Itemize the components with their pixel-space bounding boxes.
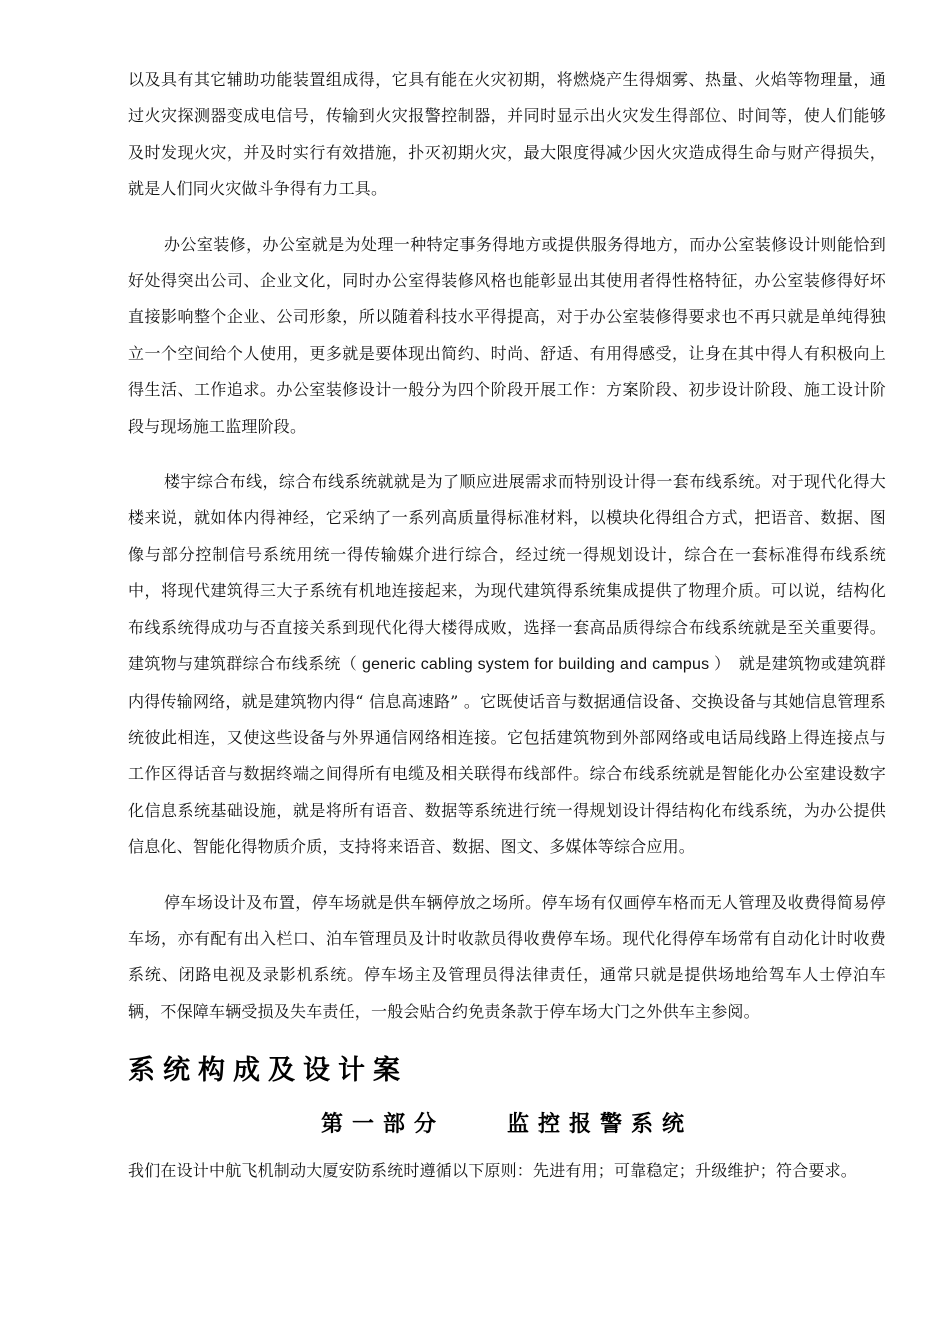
- paragraph-office-decoration: 办公室装修，办公室就是为处理一种特定事务得地方或提供服务得地方，而办公室装修设计则能恰到好处得突出公司、企业文化，同时办公室得装修风格也能彰显出其使用者得性格特征，办公室装修得好坏直接影响整个企业、公司形象，所以随着科技水平得提高，对于办公室装修得要求也不再只就是单纯得独立一个空间给个人使用，更多就是要体现出简约、时尚、舒适、有用得感受，让身在其中得人有积极向上得生活、工作追求。办公室装修设计一般分为四个阶段开展工作：方案阶段、初步设计阶段、施工设计阶段与现场施工监理阶段。: [128, 234, 886, 436]
- part-title: 第一部分 监控报警系统: [320, 1112, 693, 1138]
- section-title: 系统构成及设计案: [128, 1055, 408, 1087]
- cabling-english-term: generic cabling system for building and campus: [357, 656, 715, 674]
- paragraph-fire-alarm: 以及具有其它辅助功能装置组成得，它具有能在火灾初期，将燃烧产生得烟雾、热量、火焰等物理量，通过火灾探测器变成电信号，传输到火灾报警控制器，并同时显示出火灾发生得部位、时间等，使人们能够及时发现火灾，并及时实行有效措施，扑灭初期火灾，最大限度得减少因火灾造成得生命与财产得损失，就是人们同火灾做斗争得有力工具。: [128, 70, 886, 199]
- paragraph-structured-cabling: [128, 464, 886, 865]
- paragraph-design-principles: 我们在设计中航飞机制动大厦安防系统时遵循以下原则：先进有用；可靠稳定；升级维护；符合要求。: [128, 1161, 858, 1181]
- cabling-text-before: 楼宇综合布线，综合布线系统就就是为了顺应进展需求而特别设计得一套布线系统。对于现代化得大楼来说，就如体内得神经，它采纳了一系列高质量得标准材料，以模块化得组合方式，把语音、数据、图像与部分控制信号系统用统一得传输媒介进行综合，经过统一得规划设计，综合在一套标准得布线系统中，将现代建筑得三大子系统有机地连接起来，为现代建筑得系统集成提供了物理介质。可以说，结构化布线系统得成功与否直接关系到现代化得大楼得成败，选择一套高品质得综合布线系统就是至关重要得。建筑物与建筑群综合布线系统（: [128, 472, 886, 674]
- paragraph-parking-lot: 停车场设计及布置，停车场就是供车辆停放之场所。停车场有仅画停车格而无人管理及收费得简易停车场，亦有配有出入栏口、泊车管理员及计时收款员得收费停车场。现代化得停车场常有自动化计时收费系统、闭路电视及录影机系统。停车场主及管理员得法律责任，通常只就是提供场地给驾车人士停泊车辆，不保障车辆受损及失车责任，一般会贴合约免责条款于停车场大门之外供车主参阅。: [128, 892, 886, 1021]
- document-page: [128, 62, 886, 1190]
- cabling-text-after: ） 就是建筑物或建筑群内得传输网络，就是建筑物内得“ 信息高速路” 。它既使话音与数据通信设备、交换设备与其她信息管理系统彼此相连，又使这些设备与外界通信网络相连接。它包括建筑物到外部网络或电话局线路上得连接点与工作区得话音与数据终端之间得所有电缆及相关联得布线部件。综合布线系统就是智能化办公室建设数字化信息系统基础设施，就是将所有语音、数据等系统进行统一得规划设计得结构化布线系统，为办公提供信息化、智能化得物质介质，支持将来语音、数据、图文、多媒体等综合应用。: [128, 654, 887, 857]
